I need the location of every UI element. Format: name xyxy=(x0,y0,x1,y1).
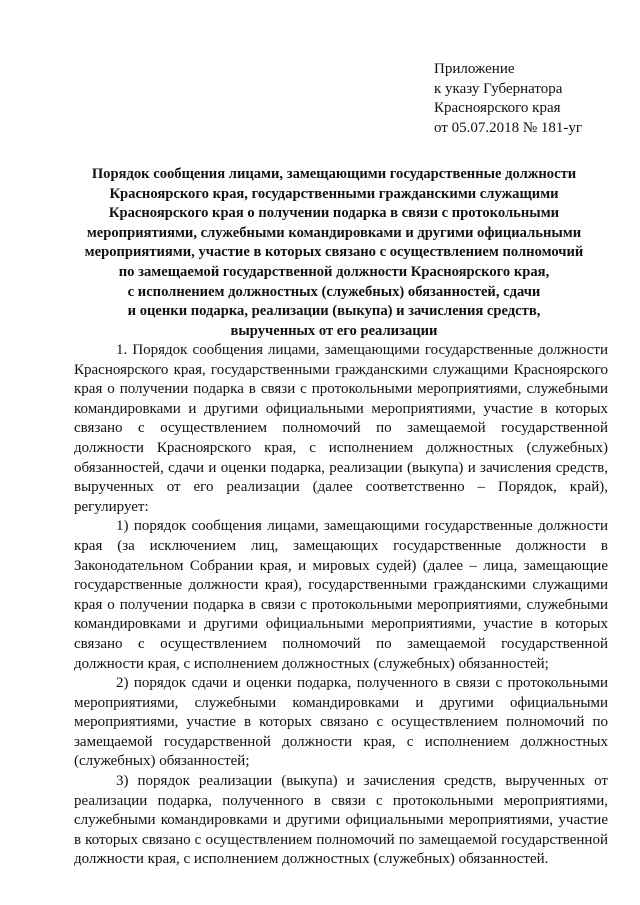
title-line-2: Красноярского края, государственными гражданскими служащими xyxy=(109,185,559,202)
appendix-line-3: Красноярского края xyxy=(434,100,561,116)
title-line-6: по замещаемой государственной должности Красноярского края, xyxy=(118,263,550,280)
document-title xyxy=(60,165,608,341)
appendix-line-1: Приложение xyxy=(434,61,515,77)
title-line-7: с исполнением должностных (служебных) обязанностей, сдачи xyxy=(127,283,541,300)
paragraph-item-2: 2) порядок сдачи и оценки подарка, полученного в связи с протокольными мероприятиями, служебными командировками и другими официальными мероприятиями, участие в которых связано с осуществлением полномочий по замещаемой государственной должности края, с исполнением должностных (служебных) обязанностей; xyxy=(74,675,608,770)
paragraph-1: 1. Порядок сообщения лицами, замещающими государственные должности Красноярского края, государственными гражданскими служащими Красноярского края о получении подарка в связи с протокольными мероприятиями, служебными командировками и другими официальными мероприятиями, участие в которых связано с осуществлением полномочий по замещаемой государственной должности Красноярского края, с исполнением должностных (служебных) обязанностей, сдачи и оценки подарка, реализации (выкупа) и зачисления средств, вырученных от его реализации (далее соответственно – Порядок, край), регулирует: xyxy=(74,342,608,515)
appendix-line-4: от 05.07.2018 № 181-уг xyxy=(434,119,583,136)
title-line-5: мероприятиями, участие в которых связано с осуществлением полномочий xyxy=(84,244,584,261)
appendix-line-2: к указу Губернатора xyxy=(434,80,563,97)
title-line-8: и оценки подарка, реализации (выкупа) и зачисления средств, xyxy=(127,303,541,320)
paragraph-item-3: 3) порядок реализации (выкупа) и зачисления средств, вырученных от реализации подарка, полученного в связи с протокольными мероприятиями, служебными командировками и другими официальными мероприятиями, участие в которых связано с осуществлением полномочий по замещаемой государственной должности края, с исполнением должностных (служебных) обязанностей. xyxy=(74,773,608,868)
title-line-9: вырученных от его реализации xyxy=(230,322,438,339)
appendix-block xyxy=(434,60,634,138)
title-line-4: мероприятиями, служебными командировками и другими официальными xyxy=(86,224,582,241)
paragraph-item-1: 1) порядок сообщения лицами, замещающими государственные должности края (за исключением лиц, замещающих государственные должности в Законодательном Собрании края, и мировых судей) (далее – лица, замещающие государственные должности края), государственными гражданскими служащими края о получении подарка в связи с протокольными мероприятиями, служебными командировками и другими официальными мероприятиями, участие в которых связано с осуществлением полномочий по замещаемой государственной должности края, с исполнением должностных (служебных) обязанностей; xyxy=(74,518,608,672)
title-line-3: Красноярского края о получении подарка в связи с протокольными xyxy=(108,205,560,222)
document-body xyxy=(74,341,608,870)
title-line-1: Порядок сообщения лицами, замещающими государственные должности xyxy=(91,166,577,182)
